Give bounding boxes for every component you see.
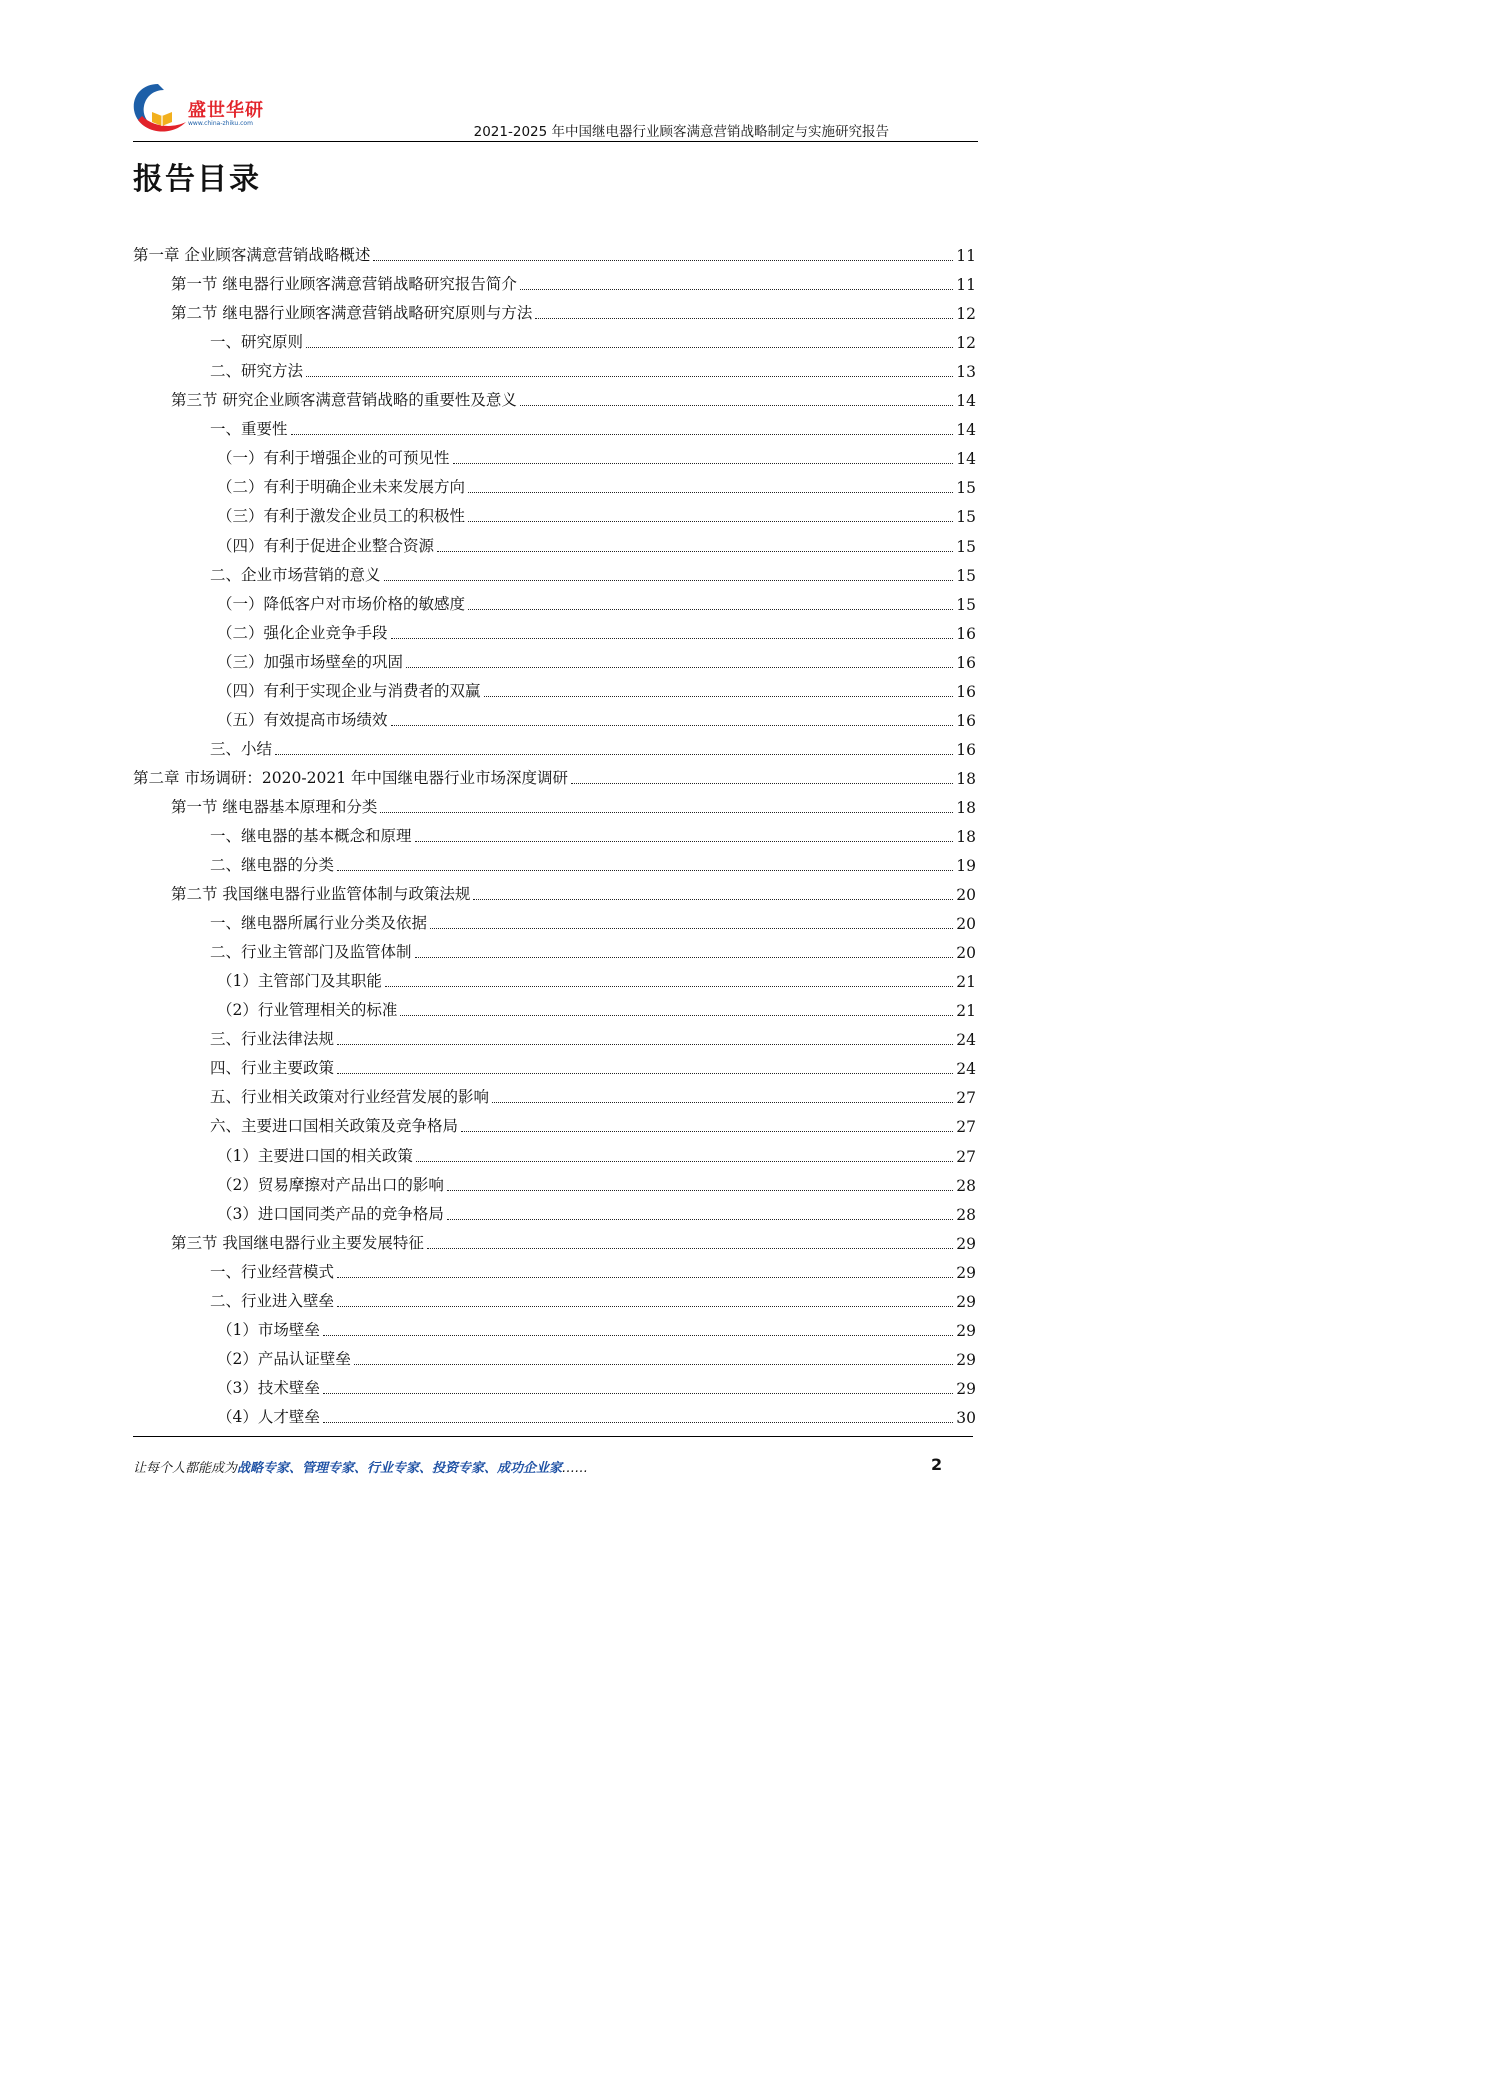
toc-entry-page: 18 (956, 769, 976, 788)
toc-dot-leader (430, 927, 953, 929)
toc-entry[interactable] (133, 618, 976, 647)
toc-entry-title: 二、企业市场营销的意义 (210, 565, 381, 584)
toc-entry[interactable] (133, 705, 976, 734)
toc-dot-leader (337, 1276, 953, 1278)
toc-dot-leader (492, 1101, 953, 1103)
toc-entry-page: 14 (956, 450, 976, 469)
report-title: 2021-2025 年中国继电器行业顾客满意营销战略制定与实施研究报告 (473, 124, 889, 140)
toc-entry[interactable] (133, 589, 976, 618)
toc-entry[interactable] (133, 269, 976, 298)
toc-entry-title: （3）进口国同类产品的竞争格局 (217, 1204, 444, 1223)
toc-entry-page: 24 (956, 1031, 976, 1050)
toc-entry-page: 21 (956, 973, 976, 992)
toc-entry-page: 20 (956, 944, 976, 963)
toc-entry-page: 20 (956, 886, 976, 905)
toc-dot-leader (437, 550, 953, 552)
toc-dot-leader (391, 724, 954, 726)
toc-entry-page: 15 (956, 566, 976, 585)
toc-entry-page: 29 (956, 1234, 976, 1253)
toc-entry-page: 27 (956, 1089, 976, 1108)
toc-entry-title: 第一节 继电器行业顾客满意营销战略研究报告简介 (171, 275, 517, 294)
toc-entry-title: （五）有效提高市场绩效 (217, 710, 388, 729)
company-logo (128, 78, 298, 138)
toc-entry-title: 二、研究方法 (210, 362, 304, 381)
toc-entry-page: 16 (956, 624, 976, 643)
toc-dot-leader (468, 491, 953, 493)
toc-entry-title: （一）有利于增强企业的可预见性 (217, 449, 450, 468)
toc-entry-page: 19 (956, 857, 976, 876)
toc-entry-page: 29 (956, 1321, 976, 1340)
logo-swoosh-icon (128, 78, 190, 138)
toc-entry-title: 三、小结 (210, 739, 273, 758)
toc-dot-leader (323, 1392, 953, 1394)
toc-entry-page: 13 (956, 363, 976, 382)
toc-dot-leader (380, 811, 953, 813)
toc-dot-leader (461, 1130, 953, 1132)
toc-entry-page: 11 (956, 247, 976, 266)
toc-entry-page: 18 (956, 798, 976, 817)
toc-entry[interactable] (133, 530, 976, 559)
toc-entry-title: 一、研究原则 (210, 333, 304, 352)
toc-entry[interactable] (133, 850, 976, 879)
toc-entry-page: 21 (956, 1002, 976, 1021)
toc-entry-title: 一、继电器所属行业分类及依据 (210, 914, 428, 933)
toc-entry-title: 第一节 继电器基本原理和分类 (171, 797, 378, 816)
toc-entry[interactable] (133, 1344, 976, 1373)
toc-entry[interactable] (133, 1315, 976, 1344)
toc-entry[interactable] (133, 821, 976, 850)
toc-entry-page: 29 (956, 1379, 976, 1398)
page-title: 报告目录 (133, 162, 261, 197)
toc-entry[interactable] (133, 560, 976, 589)
toc-dot-leader (354, 1363, 953, 1365)
toc-entry[interactable] (133, 995, 976, 1024)
toc-entry[interactable] (133, 443, 976, 472)
toc-entry[interactable] (133, 1286, 976, 1315)
toc-dot-leader (391, 637, 954, 639)
toc-entry[interactable] (133, 966, 976, 995)
toc-entry-page: 18 (956, 827, 976, 846)
table-of-contents (133, 240, 976, 1431)
toc-dot-leader (291, 433, 954, 435)
toc-entry[interactable] (133, 676, 976, 705)
toc-dot-leader (468, 608, 953, 610)
toc-entry-page: 14 (956, 421, 976, 440)
toc-entry[interactable] (133, 1199, 976, 1228)
footer-slogan-emphasis: 战略专家、管理专家、行业专家、投资专家、成功企业家 (237, 1461, 563, 1476)
toc-entry[interactable] (133, 792, 976, 821)
toc-dot-leader (415, 840, 954, 842)
toc-entry-page: 12 (956, 334, 976, 353)
header-divider (133, 141, 978, 142)
toc-entry-title: （三）有利于激发企业员工的积极性 (217, 507, 466, 526)
footer-slogan (133, 1457, 588, 1476)
toc-entry[interactable] (133, 1228, 976, 1257)
toc-dot-leader (473, 898, 953, 900)
toc-dot-leader (275, 753, 953, 755)
toc-entry[interactable] (133, 1170, 976, 1199)
toc-entry-title: （1）主管部门及其职能 (217, 972, 382, 991)
toc-entry-title: 四、行业主要政策 (210, 1059, 335, 1078)
toc-entry-page: 15 (956, 479, 976, 498)
toc-entry-page: 16 (956, 653, 976, 672)
toc-entry[interactable] (133, 1402, 976, 1431)
toc-entry[interactable] (133, 879, 976, 908)
toc-entry-page: 14 (956, 392, 976, 411)
toc-entry-title: 一、行业经营模式 (210, 1262, 335, 1281)
toc-entry-title: （四）有利于实现企业与消费者的双赢 (217, 681, 481, 700)
toc-dot-leader (447, 1189, 953, 1191)
toc-dot-leader (571, 782, 953, 784)
toc-entry-title: 二、行业主管部门及监管体制 (210, 943, 412, 962)
toc-dot-leader (520, 404, 953, 406)
toc-entry[interactable] (133, 908, 976, 937)
footer-divider (133, 1436, 973, 1437)
toc-entry-page: 24 (956, 1060, 976, 1079)
toc-entry-page: 15 (956, 508, 976, 527)
toc-entry-page: 16 (956, 682, 976, 701)
toc-dot-leader (427, 1247, 953, 1249)
footer-slogan-suffix: …… (562, 1461, 589, 1476)
toc-entry-page: 16 (956, 711, 976, 730)
toc-entry-page: 29 (956, 1263, 976, 1282)
toc-entry-title: （二）强化企业竞争手段 (217, 623, 388, 642)
toc-entry[interactable] (133, 734, 976, 763)
toc-entry-title: 第二章 市场调研：2020-2021 年中国继电器行业市场深度调研 (133, 768, 568, 787)
toc-entry[interactable] (133, 501, 976, 530)
toc-entry[interactable] (133, 647, 976, 676)
toc-entry-page: 27 (956, 1118, 976, 1137)
toc-dot-leader (323, 1334, 953, 1336)
toc-dot-leader (306, 346, 953, 348)
logo-name: 盛世华研 (188, 100, 264, 121)
toc-entry-page: 28 (956, 1205, 976, 1224)
toc-entry-title: （2）产品认证壁垒 (217, 1349, 351, 1368)
toc-entry-page: 12 (956, 305, 976, 324)
toc-entry[interactable] (133, 937, 976, 966)
toc-dot-leader (453, 462, 954, 464)
toc-entry-page: 15 (956, 595, 976, 614)
toc-dot-leader (535, 317, 953, 319)
toc-entry[interactable] (133, 1373, 976, 1402)
toc-entry-title: （1）主要进口国的相关政策 (217, 1146, 413, 1165)
toc-dot-leader (484, 695, 954, 697)
toc-dot-leader (406, 666, 953, 668)
toc-dot-leader (337, 1043, 953, 1045)
toc-entry-page: 29 (956, 1292, 976, 1311)
toc-dot-leader (306, 375, 953, 377)
toc-dot-leader (416, 1160, 953, 1162)
toc-entry[interactable] (133, 327, 976, 356)
toc-dot-leader (468, 520, 953, 522)
toc-entry[interactable] (133, 298, 976, 327)
toc-entry-page: 16 (956, 740, 976, 759)
toc-dot-leader (400, 1014, 953, 1016)
toc-entry-page: 28 (956, 1176, 976, 1195)
toc-dot-leader (337, 1305, 953, 1307)
toc-entry[interactable] (133, 1082, 976, 1111)
toc-entry[interactable] (133, 240, 976, 269)
toc-entry-page: 29 (956, 1350, 976, 1369)
toc-entry[interactable] (133, 385, 976, 414)
toc-entry-title: 六、主要进口国相关政策及竞争格局 (210, 1117, 459, 1136)
toc-dot-leader (373, 259, 953, 261)
toc-entry-page: 11 (956, 276, 976, 295)
toc-entry[interactable] (133, 1053, 976, 1082)
toc-entry-title: 三、行业法律法规 (210, 1030, 335, 1049)
toc-entry-title: （二）有利于明确企业未来发展方向 (217, 478, 466, 497)
toc-entry-title: （1）市场壁垒 (217, 1320, 320, 1339)
toc-entry-page: 30 (956, 1408, 976, 1427)
toc-dot-leader (337, 869, 953, 871)
page-number: 2 (931, 1455, 943, 1474)
toc-dot-leader (415, 956, 954, 958)
toc-dot-leader (447, 1218, 953, 1220)
toc-entry-title: 第二节 我国继电器行业监管体制与政策法规 (171, 885, 471, 904)
toc-dot-leader (385, 985, 953, 987)
toc-entry[interactable] (133, 472, 976, 501)
toc-entry-title: （3）技术壁垒 (217, 1378, 320, 1397)
toc-entry-title: （2）行业管理相关的标准 (217, 1001, 398, 1020)
toc-entry[interactable] (133, 1111, 976, 1140)
toc-entry[interactable] (133, 1257, 976, 1286)
toc-entry-title: 二、行业进入壁垒 (210, 1291, 335, 1310)
logo-url: www.china-zhiku.com (188, 120, 253, 127)
toc-entry-title: （2）贸易摩擦对产品出口的影响 (217, 1175, 444, 1194)
footer-slogan-prefix: 让每个人都能成为 (133, 1461, 238, 1476)
toc-entry-title: 第三节 我国继电器行业主要发展特征 (171, 1233, 424, 1252)
toc-entry-title: 五、行业相关政策对行业经营发展的影响 (210, 1088, 490, 1107)
toc-entry[interactable] (133, 763, 976, 792)
toc-entry-title: （一）降低客户对市场价格的敏感度 (217, 594, 466, 613)
toc-entry-title: 第一章 企业顾客满意营销战略概述 (133, 246, 371, 265)
toc-entry[interactable] (133, 414, 976, 443)
toc-entry-title: （四）有利于促进企业整合资源 (217, 536, 435, 555)
toc-entry[interactable] (133, 1140, 976, 1169)
toc-entry-title: 第二节 继电器行业顾客满意营销战略研究原则与方法 (171, 304, 533, 323)
toc-entry-page: 27 (956, 1147, 976, 1166)
toc-dot-leader (384, 579, 954, 581)
toc-entry-title: 一、重要性 (210, 420, 288, 439)
toc-entry-title: 第三节 研究企业顾客满意营销战略的重要性及意义 (171, 391, 517, 410)
toc-entry[interactable] (133, 356, 976, 385)
toc-dot-leader (323, 1421, 953, 1423)
toc-entry-title: 一、继电器的基本概念和原理 (210, 826, 412, 845)
toc-dot-leader (520, 288, 953, 290)
toc-entry-page: 20 (956, 915, 976, 934)
toc-entry-page: 15 (956, 537, 976, 556)
toc-entry-title: 二、继电器的分类 (210, 856, 335, 875)
toc-dot-leader (337, 1072, 953, 1074)
toc-entry-title: （4）人才壁垒 (217, 1407, 320, 1426)
toc-entry-title: （三）加强市场壁垒的巩固 (217, 652, 404, 671)
toc-entry[interactable] (133, 1024, 976, 1053)
